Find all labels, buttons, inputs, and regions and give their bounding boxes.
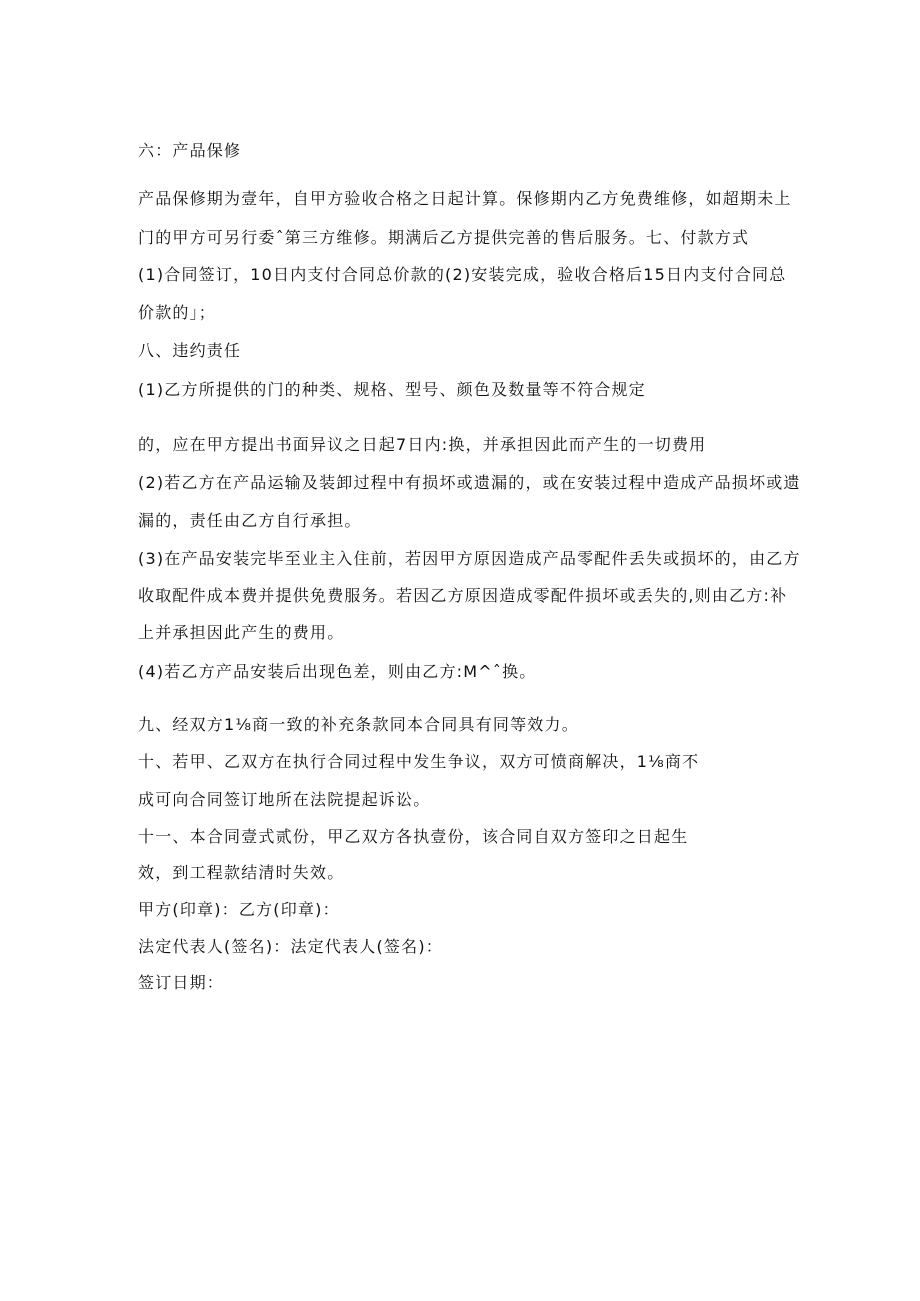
legal-representative-signature-line: 法定代表人(签名)：法定代表人(签名)： (138, 937, 443, 956)
breach-clause-1-line-1: (1)乙方所提供的门的种类、规格、型号、颜色及数量等不符合规定 (138, 380, 646, 399)
breach-clause-3-line-2: 收取配件成本费并提供免费服务。若因乙方原因造成零配件损坏或丢失的,则由乙方:补 (138, 586, 788, 605)
payment-terms-line-1: (1)合同签订，10日内支付合同总价款的(2)安装完成，验收合格后15日内支付合同总 (138, 265, 787, 284)
section-11-line-2: 效，到工程款结清时失效。 (138, 863, 345, 882)
section-8-heading: 八、违约责任 (138, 341, 242, 360)
warranty-paragraph-line-1: 产品保修期为壹年，自甲方验收合格之日起计算。保修期内乙方免费维修，如超期未上 (138, 189, 792, 208)
warranty-paragraph-line-2: 门的甲方可另行委ˆ第三方维修。期满后乙方提供完善的售后服务。七、付款方式 (138, 228, 750, 247)
section-10-line-1: 十、若甲、乙双方在执行合同过程中发生争议，双方可愤商解决，1⅛商不 (138, 752, 700, 771)
section-9: 九、经双方1⅛商一致的补充条款同本合同具有同等效力。 (138, 715, 579, 734)
breach-clause-4: (4)若乙方产品安装后出现色差，则由乙方:M^ˆ换。 (138, 662, 537, 681)
breach-clause-3-line-3: 上并承担因此产生的费用。 (138, 623, 345, 642)
breach-clause-1-line-2: 的，应在甲方提出书面异议之日起7日内:换，并承担因此而产生的一切费用 (138, 435, 707, 454)
section-6-heading: 六：产品保修 (138, 141, 242, 160)
breach-clause-3-line-1: (3)在产品安装完毕至业主入住前，若因甲方原因造成产品零配件丢失或损坏的，由乙方 (138, 549, 801, 568)
seal-line: 甲方(印章)：乙方(印章)： (138, 900, 340, 919)
payment-terms-line-2: 价款的」； (138, 303, 217, 322)
signing-date-line: 签订日期： (138, 973, 225, 992)
breach-clause-2-line-1: (2)若乙方在产品运输及装卸过程中有损坏或遗漏的，或在安装过程中造成产品损坏或遗 (138, 473, 801, 492)
section-10-line-2: 成可向合同签订地所在法院提起诉讼。 (138, 790, 431, 809)
section-11-line-1: 十一、本合同壹式贰份，甲乙双方各执壹份，该合同自双方签印之日起生 (138, 827, 689, 846)
breach-clause-2-line-2: 漏的，责任由乙方自行承担。 (138, 511, 362, 530)
